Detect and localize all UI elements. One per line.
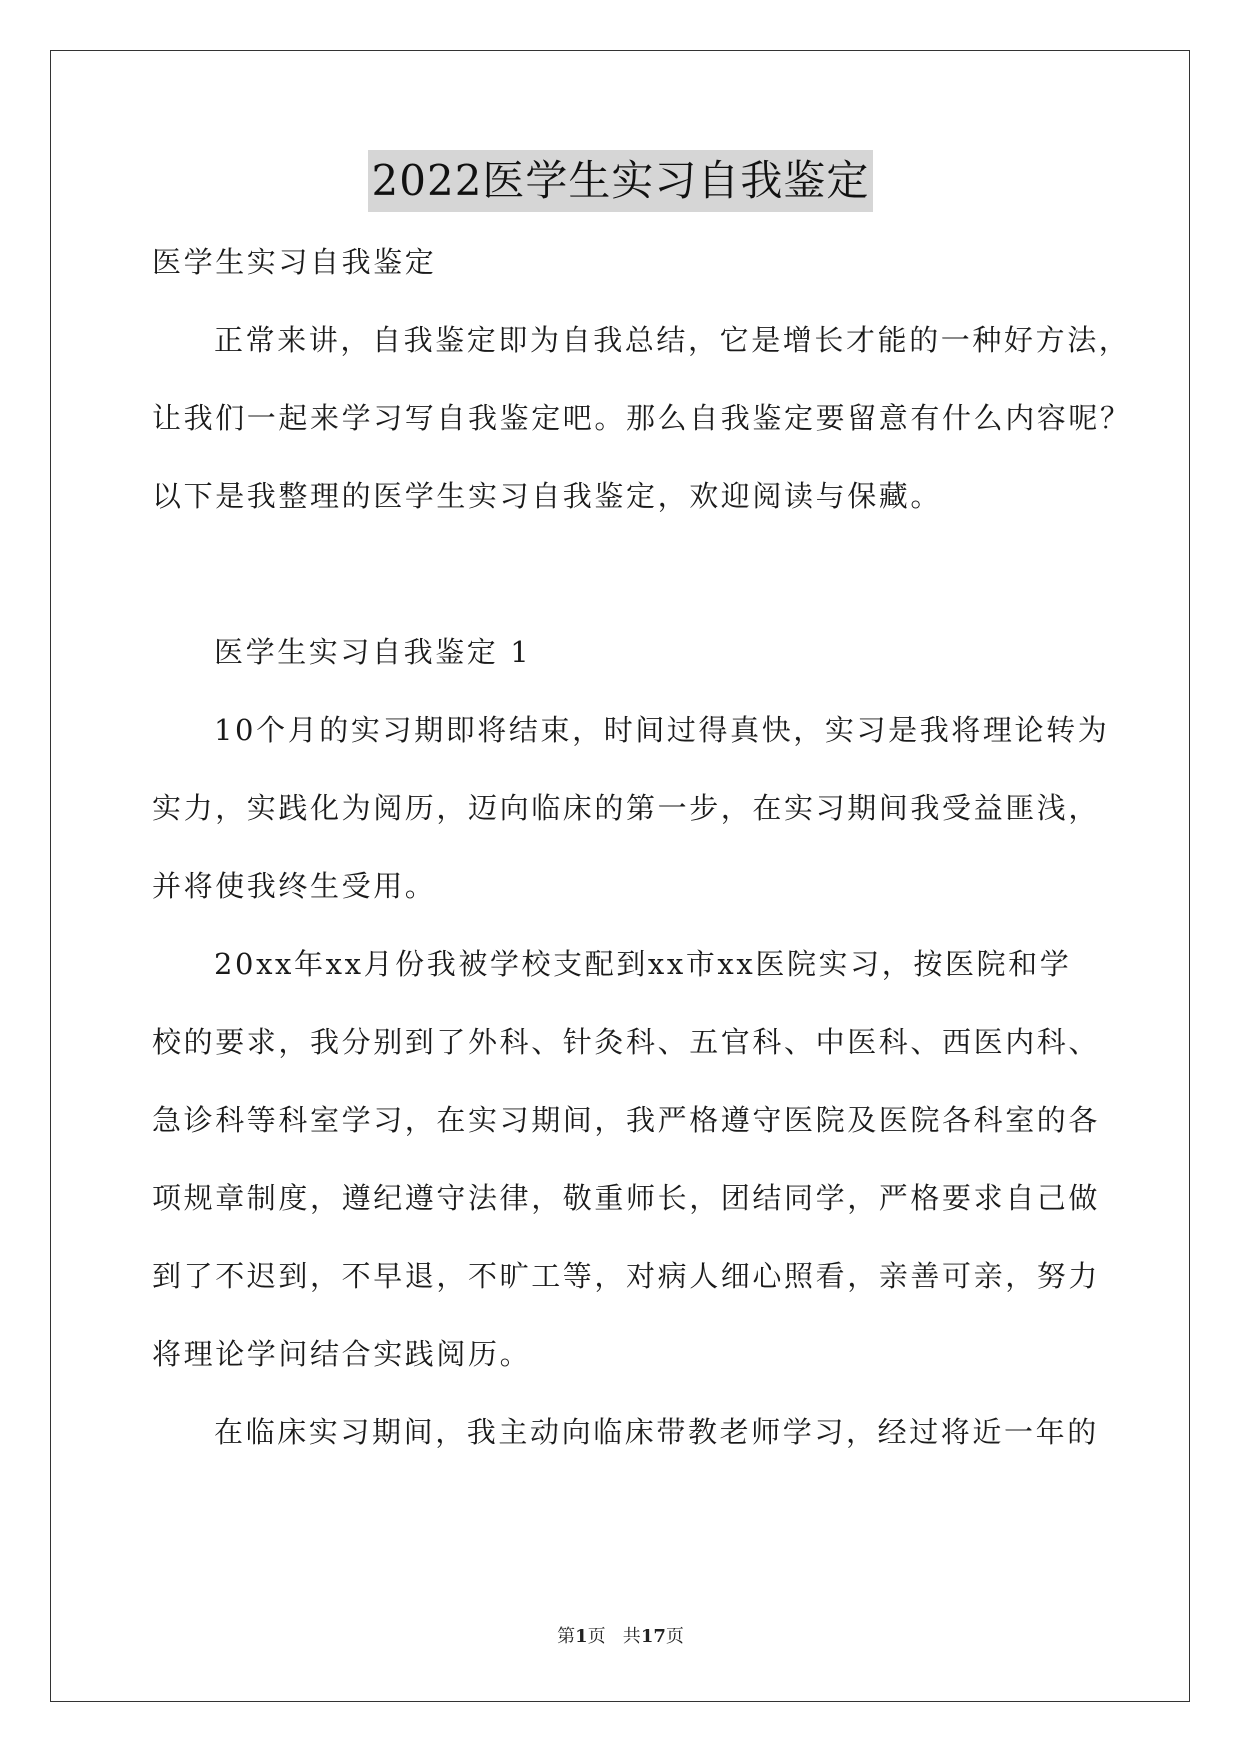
document-title: 2022医学生实习自我鉴定: [368, 150, 874, 212]
paragraph-line: 急诊科等科室学习，在实习期间，我严格遵守医院及医院各科室的各: [152, 1103, 1101, 1137]
section-heading: 医学生实习自我鉴定 1: [214, 635, 532, 669]
page-mid: 页 共: [587, 1626, 641, 1647]
title-container: [0, 150, 1241, 212]
intro-line: 以下是我整理的医学生实习自我鉴定，欢迎阅读与保藏。: [152, 479, 943, 513]
paragraph-spacer: [152, 548, 1092, 626]
paragraph-line: 项规章制度，遵纪遵守法律，敬重师长，团结同学，严格要求自己做: [152, 1181, 1101, 1215]
intro-line: 让我们一起来学习写自我鉴定吧。那么自我鉴定要留意有什么内容呢？: [152, 401, 1132, 435]
paragraph-line: 将理论学问结合实践阅历。: [152, 1337, 532, 1371]
paragraph-line: 实力，实践化为阅历，迈向临床的第一步，在实习期间我受益匪浅，: [152, 791, 1101, 825]
page-total: 17: [640, 1626, 666, 1647]
paragraph-line: 20xx年xx月份我被学校支配到xx市xx医院实习，按医院和学: [214, 947, 1072, 981]
paragraph-line: 并将使我终生受用。: [152, 869, 437, 903]
intro-line: 正常来讲，自我鉴定即为自我总结，它是增长才能的一种好方法，: [214, 323, 1131, 357]
page-current: 1: [575, 1626, 588, 1647]
page-footer: [0, 1624, 1241, 1650]
page-prefix: 第: [557, 1626, 576, 1647]
paragraph-line: 在临床实习期间，我主动向临床带教老师学习，经过将近一年的: [214, 1415, 1099, 1449]
document-subtitle: 医学生实习自我鉴定: [152, 245, 437, 279]
paragraph-line: 校的要求，我分别到了外科、针灸科、五官科、中医科、西医内科、: [152, 1025, 1101, 1059]
paragraph-line: 到了不迟到，不早退，不旷工等，对病人细心照看，亲善可亲，努力: [152, 1259, 1101, 1293]
page-suffix: 页: [665, 1626, 684, 1647]
paragraph-line: 10个月的实习期即将结束，时间过得真快，实习是我将理论转为: [214, 713, 1110, 747]
document-body: [152, 236, 1132, 1484]
